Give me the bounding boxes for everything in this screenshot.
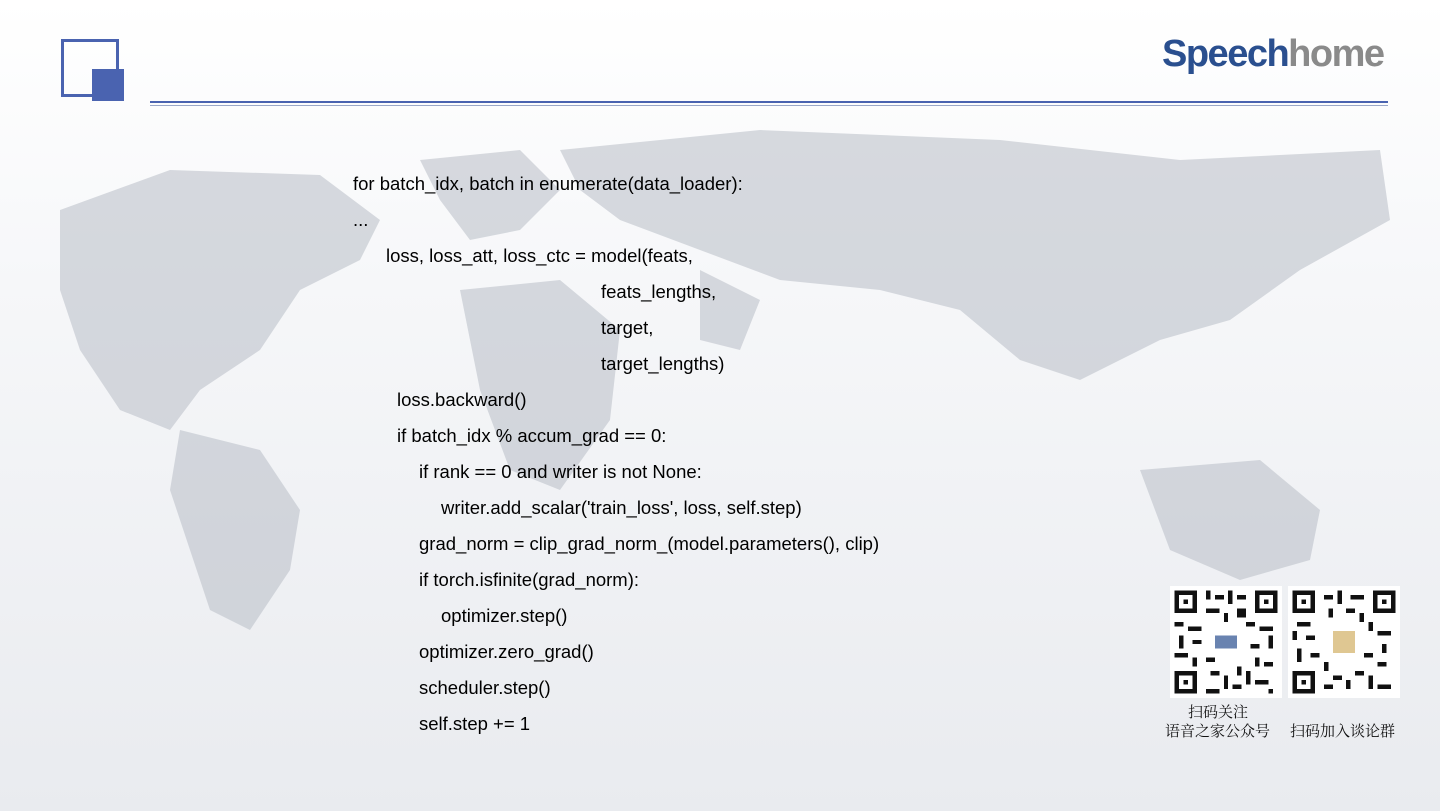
qr-caption-official-account: 语音之家公众号 xyxy=(1165,723,1271,740)
header-rule-thin xyxy=(150,105,1388,106)
qr-caption-join-group: 扫码加入谈论群 xyxy=(1290,723,1396,740)
speechhome-logo xyxy=(1162,30,1384,78)
discussion-group-qr-code xyxy=(1288,586,1400,698)
code-line: self.step += 1 xyxy=(419,713,531,734)
code-line: ... xyxy=(353,209,369,230)
code-line: grad_norm = clip_grad_norm_(model.parameters(), clip) xyxy=(419,533,880,554)
code-line: loss, loss_att, loss_ctc = model(feats, xyxy=(386,245,693,266)
header-rule xyxy=(150,101,1388,103)
corner-logo xyxy=(60,38,126,104)
code-line: target, xyxy=(601,317,654,338)
brand-home-text: home xyxy=(1288,33,1384,75)
code-line: if batch_idx % accum_grad == 0: xyxy=(397,425,667,446)
code-line: target_lengths) xyxy=(601,353,725,374)
code-line: optimizer.zero_grad() xyxy=(419,641,594,662)
code-line: if torch.isfinite(grad_norm): xyxy=(419,569,640,590)
brand-speech-text: Speech xyxy=(1162,33,1289,75)
code-line: loss.backward() xyxy=(397,389,527,410)
qr-caption-follow: 扫码关注 xyxy=(1188,704,1249,721)
wechat-official-account-qr-code xyxy=(1170,586,1282,698)
code-line: optimizer.step() xyxy=(441,605,568,626)
code-line: scheduler.step() xyxy=(419,677,551,698)
code-line: if rank == 0 and writer is not None: xyxy=(419,461,702,482)
code-line: feats_lengths, xyxy=(601,281,717,302)
code-line: writer.add_scalar('train_loss', loss, self.step) xyxy=(441,497,802,518)
logo-filled-square xyxy=(92,69,124,101)
code-line: for batch_idx, batch in enumerate(data_loader): xyxy=(353,173,743,194)
